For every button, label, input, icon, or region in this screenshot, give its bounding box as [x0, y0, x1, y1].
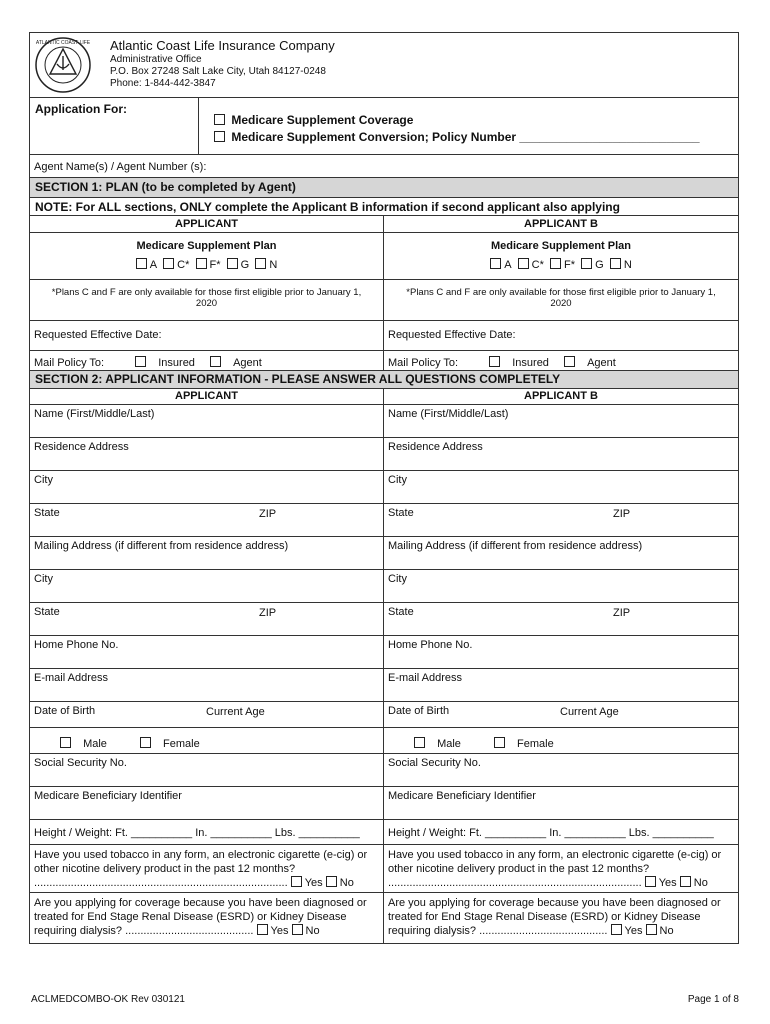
height-weight-row [30, 820, 738, 845]
tobacco-no-checkbox-b[interactable] [680, 876, 691, 887]
plan-note-b: *Plans C and F are only available for those first eligible prior to January 1, 2020 [406, 287, 716, 309]
plan-g-checkbox[interactable] [227, 258, 238, 269]
dob-field[interactable] [30, 702, 384, 727]
height-weight-label: Height / Weight: Ft. __________ In. __________ Lbs. __________ [34, 827, 360, 839]
tobacco-yes-checkbox-b[interactable] [645, 876, 656, 887]
mailing-label: Mailing Address (if different from residence address) [34, 540, 289, 552]
mailing-state-field-b[interactable] [384, 603, 738, 635]
conversion-checkbox[interactable] [214, 131, 225, 142]
female-label-b: Female [517, 738, 554, 750]
city-label-b: City [388, 474, 407, 486]
esrd-no-checkbox[interactable] [292, 924, 303, 935]
tobacco-question [30, 845, 384, 892]
esrd-no-label-b: No [659, 925, 674, 937]
name-field[interactable] [30, 405, 384, 437]
plan-n-checkbox[interactable] [255, 258, 266, 269]
state-field[interactable] [30, 504, 384, 536]
plan-n-label-b: N [623, 259, 632, 271]
plan-c-checkbox[interactable] [163, 258, 174, 269]
tobacco-label-b: Have you used tobacco in any form, an electronic cigarette (e-cig) or other nicotine delivery product in the past 12 months? ................................................................................... [388, 849, 722, 889]
mail-insured-checkbox[interactable] [135, 356, 146, 367]
plan-title: Medicare Supplement Plan [136, 240, 277, 252]
male-label: Male [83, 738, 107, 750]
form-id: ACLMEDCOMBO-OK Rev 030121 [31, 994, 185, 1005]
esrd-yes-checkbox-b[interactable] [611, 924, 622, 935]
conversion-option-label: Medicare Supplement Conversion; Policy Number ___________________________ [231, 130, 700, 144]
plan-title-b: Medicare Supplement Plan [491, 240, 631, 252]
city-field[interactable] [30, 471, 384, 503]
height-weight-field[interactable] [30, 820, 384, 844]
application-form [29, 32, 739, 944]
esrd-label-b: Are you applying for coverage because you have been diagnosed or treated for End Stage Renal Disease (ESRD) or Kidney Disease requiring dialysis? .......................................... [388, 897, 721, 937]
tobacco-no-label: No [339, 877, 354, 889]
mailing-zip-label-b: ZIP [613, 607, 631, 619]
city-row [30, 471, 738, 504]
mailing-state-label-b: State [388, 606, 414, 618]
plan-a-checkbox-b[interactable] [490, 258, 501, 269]
name-label-b: Name (First/Middle/Last) [388, 408, 509, 420]
mailing-state-label: State [34, 606, 60, 618]
mailing-state-zip-row [30, 603, 738, 636]
plan-f-checkbox[interactable] [196, 258, 207, 269]
agent-label: Agent Name(s) / Agent Number (s): [34, 161, 207, 173]
name-field-b[interactable] [384, 405, 738, 437]
mail-insured-label-b: Insured [512, 357, 549, 369]
mbi-label: Medicare Beneficiary Identifier [34, 790, 182, 802]
tobacco-no-label-b: No [693, 877, 708, 889]
plan-c-label: C* [177, 259, 190, 271]
plan-note-row [30, 280, 738, 321]
state-field-b[interactable] [384, 504, 738, 536]
company-seal-logo [34, 36, 92, 94]
dob-row [30, 702, 738, 728]
height-weight-label-b: Height / Weight: Ft. __________ In. __________ Lbs. __________ [388, 827, 714, 839]
residence-label: Residence Address [34, 441, 129, 453]
mail-policy-label-b: Mail Policy To: [388, 357, 459, 369]
plan-n-checkbox-b[interactable] [610, 258, 621, 269]
mailing-label-b: Mailing Address (if different from residence address) [388, 540, 643, 552]
sex-field [30, 728, 384, 753]
application-for-row [30, 98, 738, 155]
residence-field-b[interactable] [384, 438, 738, 470]
state-label-b: State [388, 507, 414, 519]
mail-agent-label-b: Agent [587, 357, 616, 369]
city-label: City [34, 474, 53, 486]
applicant-b-header-2: APPLICANT B [524, 390, 598, 402]
female-checkbox[interactable] [140, 737, 151, 748]
esrd-yes-label: Yes [270, 925, 289, 937]
home-phone-field[interactable] [30, 636, 384, 668]
mail-policy-label: Mail Policy To: [34, 357, 105, 369]
sex-row [30, 728, 738, 754]
residence-field[interactable] [30, 438, 384, 470]
plan-row [30, 233, 738, 280]
tobacco-question-b [384, 845, 738, 892]
ssn-field[interactable] [30, 754, 384, 786]
effective-date-field-b[interactable] [384, 321, 738, 350]
plan-f-label-b: F* [564, 259, 576, 271]
section1-title: SECTION 1: PLAN (to be completed by Agent) [30, 178, 738, 198]
home-phone-field-b[interactable] [384, 636, 738, 668]
esrd-question-b [384, 893, 738, 943]
mailing-field[interactable] [30, 537, 384, 569]
mailing-row [30, 537, 738, 570]
age-label: Current Age [206, 706, 265, 718]
plan-applicant-b [384, 233, 738, 279]
applicant-b-header: APPLICANT B [524, 218, 598, 230]
name-row [30, 405, 738, 438]
male-label-b: Male [437, 738, 461, 750]
esrd-yes-label-b: Yes [624, 925, 643, 937]
application-for-label: Application For: [35, 102, 127, 116]
mailing-field-b[interactable] [384, 537, 738, 569]
company-name: Atlantic Coast Life Insurance Company [110, 38, 335, 53]
male-checkbox-b[interactable] [414, 737, 425, 748]
tobacco-yes-label: Yes [304, 877, 323, 889]
email-field-b[interactable] [384, 669, 738, 701]
plan-applicant [30, 233, 384, 279]
section2-title: SECTION 2: APPLICANT INFORMATION - PLEASE ANSWER ALL QUESTIONS COMPLETELY [30, 371, 738, 389]
mail-agent-label: Agent [233, 357, 262, 369]
state-label: State [34, 507, 60, 519]
home-phone-label-b: Home Phone No. [388, 639, 473, 651]
section1-headers [30, 216, 738, 233]
mail-policy-b [384, 351, 738, 370]
email-field[interactable] [30, 669, 384, 701]
tobacco-yes-checkbox[interactable] [291, 876, 302, 887]
state-zip-row [30, 504, 738, 537]
plan-a-checkbox[interactable] [136, 258, 147, 269]
esrd-question [30, 893, 384, 943]
height-weight-field-b[interactable] [384, 820, 738, 844]
city-field-b[interactable] [384, 471, 738, 503]
tobacco-row [30, 845, 738, 893]
ssn-row [30, 754, 738, 787]
section1-note: NOTE: For ALL sections, ONLY complete the Applicant B information if second applicant also applying [30, 198, 738, 216]
residence-label-b: Residence Address [388, 441, 483, 453]
ssn-field-b[interactable] [384, 754, 738, 786]
effective-date-label: Requested Effective Date: [34, 329, 162, 341]
mbi-field-b[interactable] [384, 787, 738, 819]
female-label: Female [163, 738, 200, 750]
company-phone: Phone: 1-844-442-3847 [110, 78, 216, 89]
coverage-option-label: Medicare Supplement Coverage [231, 113, 414, 127]
plan-f-checkbox-b[interactable] [550, 258, 561, 269]
effective-date-row [30, 321, 738, 351]
dob-field-b[interactable] [384, 702, 738, 727]
esrd-no-checkbox-b[interactable] [646, 924, 657, 935]
plan-n-label: N [269, 259, 278, 271]
esrd-yes-checkbox[interactable] [257, 924, 268, 935]
plan-g-label: G [240, 259, 250, 271]
tobacco-yes-label-b: Yes [658, 877, 677, 889]
plan-note: *Plans C and F are only available for those first eligible prior to January 1, 2020 [30, 280, 384, 320]
company-office: Administrative Office [110, 54, 202, 65]
email-label: E-mail Address [34, 672, 108, 684]
dob-label-b: Date of Birth [388, 705, 450, 717]
mbi-label-b: Medicare Beneficiary Identifier [388, 790, 536, 802]
email-row [30, 669, 738, 702]
ssn-label: Social Security No. [34, 757, 127, 769]
applicant-header-2: APPLICANT [30, 389, 384, 404]
dob-label: Date of Birth [34, 705, 96, 717]
sex-field-b [384, 728, 738, 753]
email-label-b: E-mail Address [388, 672, 462, 684]
esrd-label: Are you applying for coverage because you have been diagnosed or treated for End Stage Renal Disease (ESRD) or Kidney Disease requiring dialysis? .......................................... [34, 897, 367, 937]
name-label: Name (First/Middle/Last) [34, 408, 155, 420]
tobacco-label: Have you used tobacco in any form, an electronic cigarette (e-cig) or other nicotine delivery product in the past 12 months? ................................................................................... [34, 849, 368, 889]
age-label-b: Current Age [560, 706, 619, 718]
applicant-header: APPLICANT [30, 216, 384, 232]
mbi-row [30, 787, 738, 820]
mail-agent-checkbox-b[interactable] [564, 356, 575, 367]
agent-row[interactable] [30, 155, 738, 178]
mail-policy [30, 351, 384, 370]
male-checkbox[interactable] [60, 737, 71, 748]
coverage-checkbox[interactable] [214, 114, 225, 125]
section2-headers [30, 389, 738, 405]
mail-policy-row [30, 351, 738, 371]
mailing-city-field[interactable] [30, 570, 384, 602]
home-phone-row [30, 636, 738, 669]
mailing-zip-label: ZIP [259, 607, 277, 619]
plan-g-label-b: G [595, 259, 604, 271]
mail-insured-label: Insured [158, 357, 195, 369]
residence-row [30, 438, 738, 471]
page-number: Page 1 of 8 [687, 994, 739, 1005]
ssn-label-b: Social Security No. [388, 757, 481, 769]
mail-insured-checkbox-b[interactable] [489, 356, 500, 367]
esrd-no-label: No [305, 925, 320, 937]
mbi-field[interactable] [30, 787, 384, 819]
zip-label: ZIP [259, 508, 277, 520]
effective-date-field[interactable] [30, 321, 384, 350]
plan-a-label: A [149, 259, 158, 271]
mailing-city-label: City [34, 573, 53, 585]
plan-g-checkbox-b[interactable] [581, 258, 592, 269]
home-phone-label: Home Phone No. [34, 639, 119, 651]
header [30, 33, 738, 98]
tobacco-no-checkbox[interactable] [326, 876, 337, 887]
esrd-row [30, 893, 738, 943]
plan-c-label-b: C* [531, 259, 544, 271]
mailing-state-field[interactable] [30, 603, 384, 635]
mailing-city-field-b[interactable] [384, 570, 738, 602]
female-checkbox-b[interactable] [494, 737, 505, 748]
mail-agent-checkbox[interactable] [210, 356, 221, 367]
mailing-city-label-b: City [388, 573, 407, 585]
plan-a-label-b: A [504, 259, 512, 271]
svg-text:ATLANTIC COAST LIFE: ATLANTIC COAST LIFE [35, 40, 91, 46]
effective-date-label-b: Requested Effective Date: [388, 329, 516, 341]
zip-label-b: ZIP [613, 508, 631, 520]
plan-c-checkbox-b[interactable] [518, 258, 529, 269]
mailing-city-row [30, 570, 738, 603]
plan-f-label: F* [209, 259, 221, 271]
company-address: P.O. Box 27248 Salt Lake City, Utah 84127-0248 [110, 66, 326, 77]
